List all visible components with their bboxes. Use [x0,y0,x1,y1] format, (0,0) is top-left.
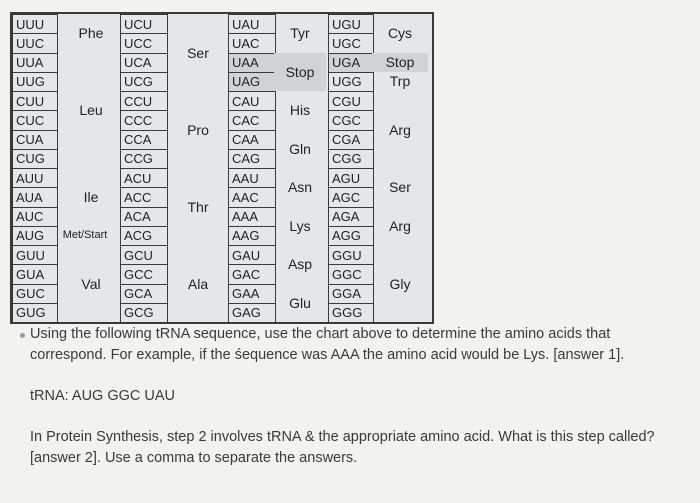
questions [30,324,690,469]
trna-sequence: tRNA: AUG GGC UAU [30,388,176,404]
amino-acid-cys: Cys [387,25,413,42]
amino-acid-arg: Arg [389,121,411,138]
amino-acid-ala: Ala [187,275,209,292]
amino-acid-asp: Asp [287,256,313,273]
codon-uua: UUA [12,53,58,73]
amino-acid-arg: Arg [389,217,411,234]
codon-gcg: GCG [120,303,168,323]
codon-auu: AUU [12,168,58,188]
codon-ccc: CCC [120,110,168,130]
codon-cac: CAC [228,110,276,130]
codon-gau: GAU [228,245,276,265]
codon-ccu: CCU [120,91,168,111]
amino-acid-ser: Ser [389,179,411,196]
codon-uau: UAU [228,14,276,34]
codon-uuu: UUU [12,14,58,34]
codon-cuc: CUC [12,110,58,130]
amino-acid-glu: Glu [289,294,311,311]
question-1 [30,324,690,366]
codon-auc: AUC [12,207,58,227]
codon-aca: ACA [120,207,168,227]
codon-gcc: GCC [120,264,168,284]
codon-aua: AUA [12,187,58,207]
bullet-icon [20,333,25,338]
codon-gcu: GCU [120,245,168,265]
codon-uug: UUG [12,72,58,92]
amino-acid-gly: Gly [389,275,411,292]
codon-cau: CAU [228,91,276,111]
codon-cua: CUA [12,130,58,150]
codon-uag: UAG [228,72,276,92]
amino-acid-thr: Thr [187,198,209,215]
amino-acid-gln: Gln [289,140,311,157]
codon-acu: ACU [120,168,168,188]
codon-ugg: UGG [328,72,374,92]
codon-aug: AUG [12,226,58,246]
amino-acid-pro: Pro [187,121,209,138]
codon-uga: UGA [328,53,374,73]
codon-guu: GUU [12,245,58,265]
amino-acid-lys: Lys [289,217,311,234]
codon-agg: AGG [328,226,374,246]
codon-acc: ACC [120,187,168,207]
codon-cuu: CUU [12,91,58,111]
amino-acid-stop: Stop [274,53,326,92]
codon-gaa: GAA [228,284,276,304]
codon-aac: AAC [228,187,276,207]
amino-acid-phe: Phe [78,25,104,42]
codon-aag: AAG [228,226,276,246]
codon-guc: GUC [12,284,58,304]
codon-uaa: UAA [228,53,276,73]
codon-ggc: GGC [328,264,374,284]
codon-ucc: UCC [120,33,168,53]
codon-ccg: CCG [120,149,168,169]
codon-uca: UCA [120,53,168,73]
codon-gua: GUA [12,264,58,284]
codon-gga: GGA [328,284,374,304]
codon-aau: AAU [228,168,276,188]
codon-cca: CCA [120,130,168,150]
codon-cgc: CGC [328,110,374,130]
codon-gac: GAC [228,264,276,284]
codon-gug: GUG [12,303,58,323]
codon-ucu: UCU [120,14,168,34]
codon-gag: GAG [228,303,276,323]
codon-ucg: UCG [120,72,168,92]
codon-uac: UAC [228,33,276,53]
codon-ugu: UGU [328,14,374,34]
codon-caa: CAA [228,130,276,150]
codon-uuc: UUC [12,33,58,53]
codon-ggu: GGU [328,245,374,265]
amino-acid-tyr: Tyr [290,25,310,42]
amino-acid-his: His [289,102,311,119]
amino-acid-met-start: Met/Start [62,229,108,242]
amino-acid-trp: Trp [389,73,411,90]
codon-ggg: GGG [328,303,374,323]
amino-acid-leu: Leu [79,102,103,119]
codon-gca: GCA [120,284,168,304]
codon-aaa: AAA [228,207,276,227]
codon-table [10,12,434,324]
codon-cga: CGA [328,130,374,150]
amino-acid-val: Val [81,275,101,292]
codon-cag: CAG [228,149,276,169]
question-1-text: Using the following tRNA sequence, use the chart above to determine the amino acids that correspond. For example, if the śequence was AAA the amino acid would be Lys. [answer 1]. [30,326,625,363]
question-2: In Protein Synthesis, step 2 involves tRNA & the appropriate amino acid. What is this step called? [answer 2]. Use a comma to separate the answers. [30,429,655,466]
codon-agu: AGU [328,168,374,188]
amino-acid-stop: Stop [372,53,428,72]
codon-aga: AGA [328,207,374,227]
codon-cgu: CGU [328,91,374,111]
codon-cgg: CGG [328,149,374,169]
amino-acid-ser: Ser [187,44,209,61]
codon-agc: AGC [328,187,374,207]
codon-cug: CUG [12,149,58,169]
codon-acg: ACG [120,226,168,246]
codon-ugc: UGC [328,33,374,53]
amino-acid-ile: Ile [83,188,99,205]
amino-acid-asn: Asn [287,179,313,196]
